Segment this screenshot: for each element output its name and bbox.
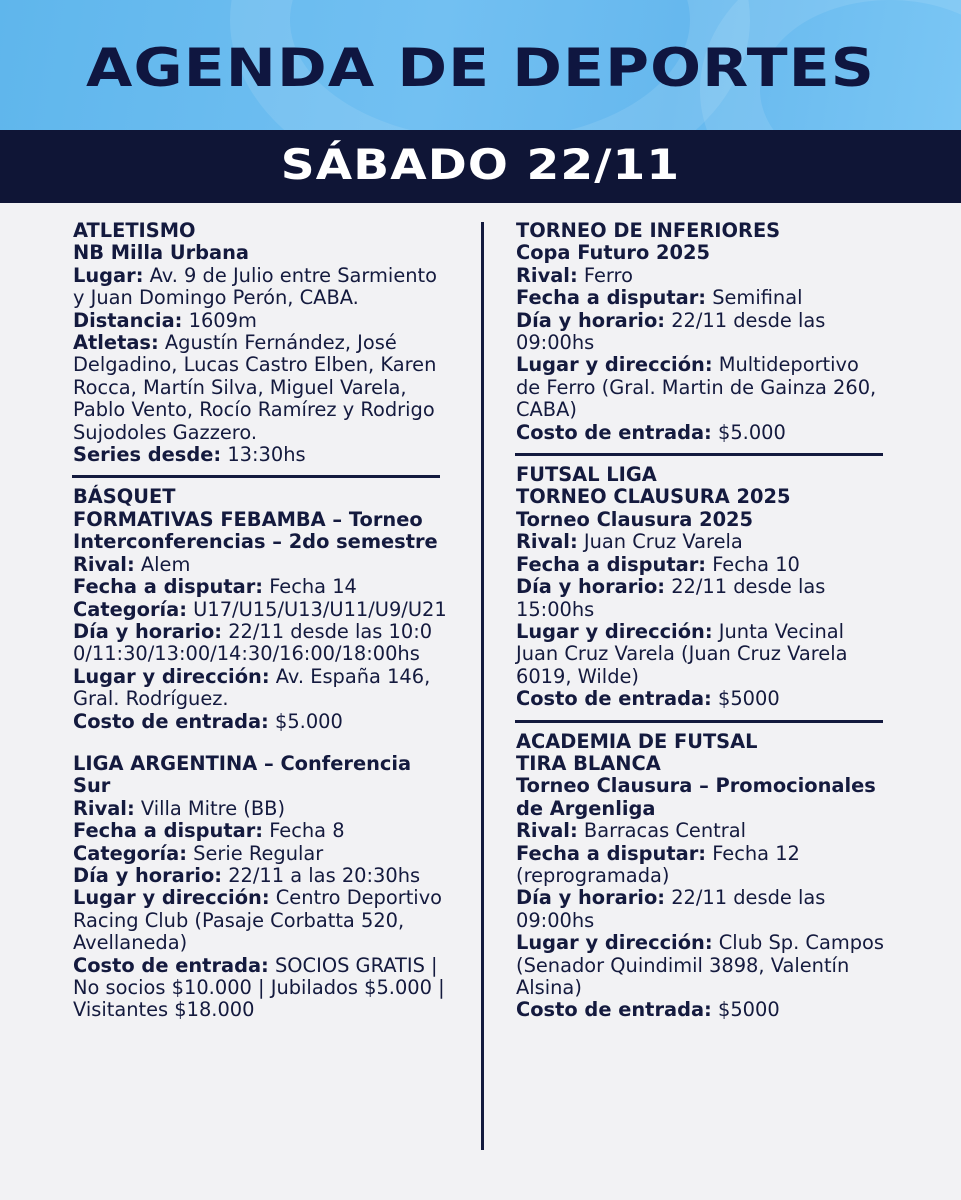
detail-rival: Rival: Alem bbox=[73, 552, 191, 576]
event-name: Torneo Clausura – Promocionales de Argenliga bbox=[516, 774, 876, 820]
detail-rival: Rival: Ferro bbox=[516, 263, 633, 287]
event-basquet-formativas bbox=[73, 486, 448, 732]
event-name: Torneo Clausura 2025 bbox=[516, 507, 754, 531]
detail-dia: Día y horario: 22/11 desde las 09:00hs bbox=[516, 886, 826, 932]
detail-categoria: Categoría: U17/U15/U13/U11/U9/U21 bbox=[73, 597, 447, 621]
detail-costo: Costo de entrada: SOCIOS GRATIS | No socios $10.000 | Jubilados $5.000 | Visitantes $18.000 bbox=[73, 953, 445, 1022]
detail-lugar: Lugar: Av. 9 de Julio entre Sarmiento y Juan Domingo Perón, CABA. bbox=[73, 263, 438, 310]
left-column bbox=[73, 220, 448, 1022]
event-name: LIGA ARGENTINA – Conferencia Sur bbox=[73, 751, 412, 798]
section-divider bbox=[515, 453, 883, 456]
event-basquet-liga bbox=[73, 753, 448, 1022]
sport-name: TORNEO DE INFERIORES bbox=[516, 219, 781, 242]
detail-fecha: Fecha a disputar: Fecha 8 bbox=[73, 819, 345, 843]
event-name: Copa Futuro 2025 bbox=[516, 241, 711, 265]
detail-fecha: Fecha a disputar: Fecha 12 (reprogramada) bbox=[516, 841, 800, 887]
detail-dia: Día y horario: 22/11 a las 20:30hs bbox=[73, 863, 421, 887]
detail-costo: Costo de entrada: $5.000 bbox=[516, 420, 786, 444]
sport-name: BÁSQUET bbox=[73, 485, 176, 509]
column-divider bbox=[481, 222, 484, 1150]
event-academia-futsal bbox=[516, 731, 888, 1022]
detail-lugar: Lugar y dirección: Junta Vecinal Juan Cruz Varela (Juan Cruz Varela 6019, Wilde) bbox=[516, 619, 848, 688]
event-inferiores bbox=[516, 220, 888, 444]
sport-name: FUTSAL LIGA bbox=[516, 463, 657, 487]
detail-fecha: Fecha a disputar: Fecha 10 bbox=[516, 552, 800, 576]
detail-rival: Rival: Juan Cruz Varela bbox=[516, 530, 743, 554]
section-divider bbox=[515, 720, 883, 723]
date-title: SÁBADO 22/11 bbox=[280, 140, 681, 189]
event-atletismo bbox=[73, 220, 448, 466]
tournament-name: TORNEO CLAUSURA 2025 bbox=[516, 485, 791, 509]
detail-dia: Día y horario: 22/11 desde las 15:00hs bbox=[516, 575, 826, 621]
detail-categoria: Categoría: Serie Regular bbox=[73, 841, 324, 865]
detail-fecha: Fecha a disputar: Fecha 14 bbox=[73, 575, 357, 599]
detail-dia: Día y horario: 22/11 desde las 09:00hs bbox=[516, 308, 826, 355]
detail-costo: Costo de entrada: $5000 bbox=[516, 687, 780, 711]
event-futsal-liga bbox=[516, 464, 888, 710]
detail-lugar: Lugar y dirección: Club Sp. Campos (Senador Quindimil 3898, Valentín Alsina) bbox=[516, 931, 884, 999]
detail-dia: Día y horario: 22/11 desde las 10:00/11:30/13:00/14:30/16:00/18:00hs bbox=[73, 619, 433, 666]
detail-atletas: Atletas: Agustín Fernández, José Delgadino, Lucas Castro Elben, Karen Rocca, Martín Silva, Miguel Varela, Pablo Vento, Rocío Ramírez y Rodrigo Sujodoles Gazzero. bbox=[73, 331, 437, 444]
detail-rival: Rival: Barracas Central bbox=[516, 819, 746, 843]
detail-costo: Costo de entrada: $5.000 bbox=[73, 709, 343, 733]
sport-name: ATLETISMO bbox=[73, 219, 196, 242]
detail-costo: Costo de entrada: $5000 bbox=[516, 998, 780, 1022]
detail-distancia: Distancia: 1609m bbox=[73, 308, 257, 332]
right-column bbox=[516, 220, 888, 1022]
detail-series: Series desde: 13:30hs bbox=[73, 443, 306, 467]
detail-lugar: Lugar y dirección: Av. España 146, Gral. Rodríguez. bbox=[73, 664, 431, 711]
event-name: FORMATIVAS FEBAMBA – Torneo Interconferencias – 2do semestre bbox=[73, 507, 438, 554]
page-title: AGENDA DE DEPORTES bbox=[85, 38, 876, 99]
date-band bbox=[0, 130, 961, 203]
event-name: NB Milla Urbana bbox=[73, 241, 249, 265]
detail-lugar: Lugar y dirección: Centro Deportivo Racing Club (Pasaje Corbatta 520, Avellaneda) bbox=[73, 886, 443, 955]
section-divider bbox=[72, 475, 440, 478]
detail-fecha: Fecha a disputar: Semifinal bbox=[516, 286, 803, 310]
sport-name: ACADEMIA DE FUTSAL bbox=[516, 729, 758, 753]
detail-lugar: Lugar y dirección: Multideportivo de Ferro (Gral. Martin de Gainza 260, CABA) bbox=[516, 353, 877, 422]
detail-rival: Rival: Villa Mitre (BB) bbox=[73, 796, 286, 820]
header-band bbox=[0, 0, 961, 130]
team-name: TIRA BLANCA bbox=[516, 751, 661, 775]
